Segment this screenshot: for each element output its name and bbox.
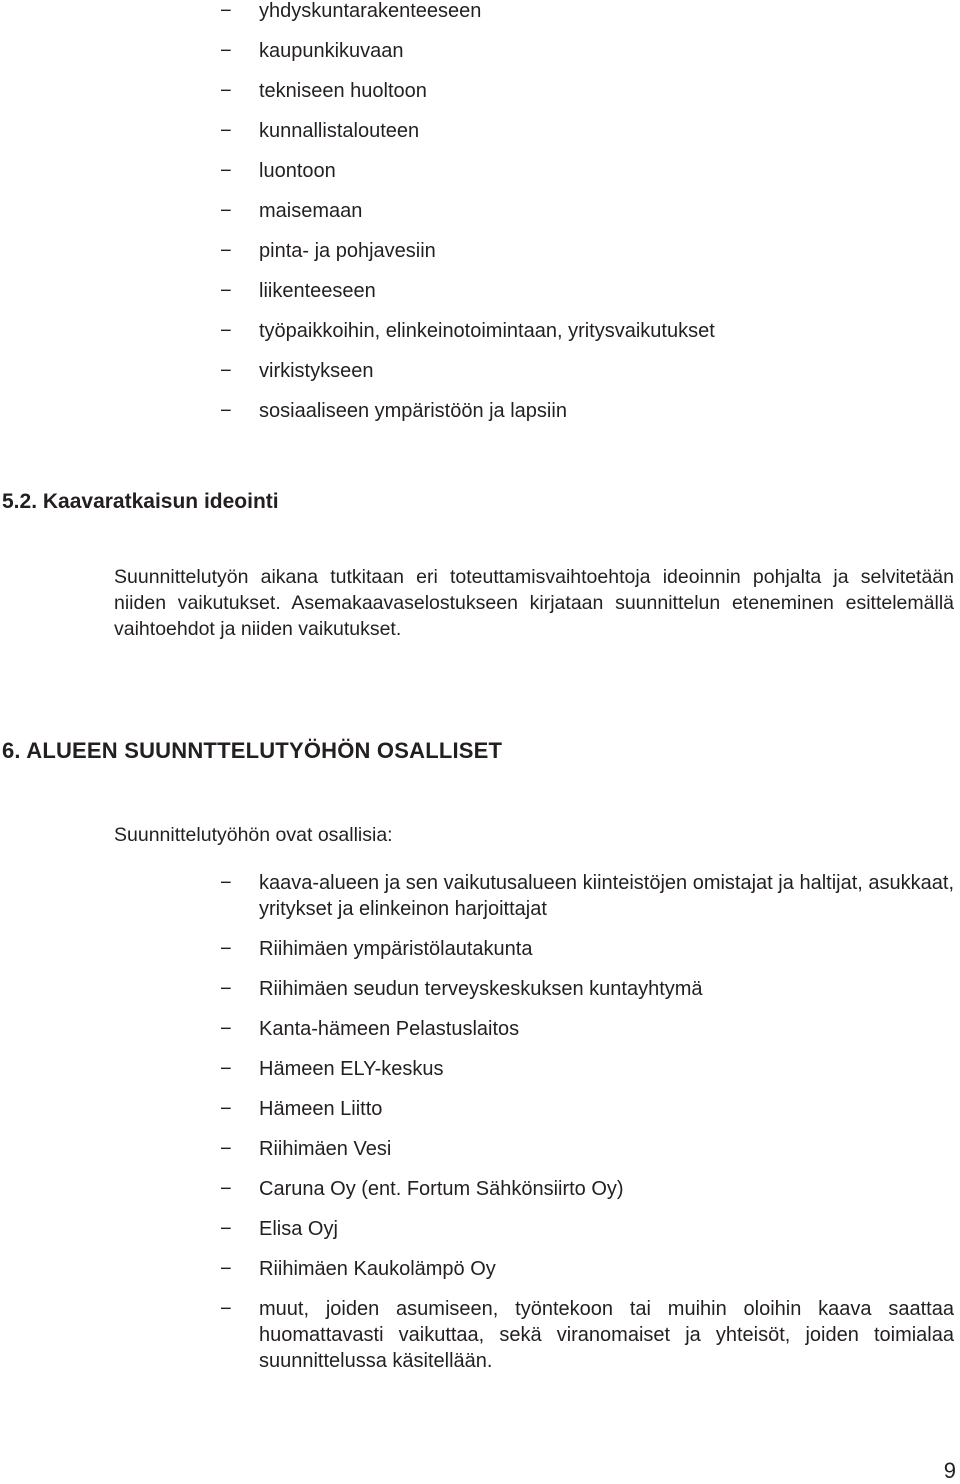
list-item [0,198,960,238]
list-item-text: muut, joiden asumiseen, työntekoon tai muihin oloihin kaava saattaa huomattavasti vaikuttaa, sekä viranomaiset ja yhteisöt, joiden toimialaa suunnittelussa käsitellään. [259,1298,954,1372]
dash-bullet: − [220,80,232,102]
dash-bullet: − [220,1298,232,1320]
dash-bullet: − [220,0,232,22]
list-item-text: liikenteeseen [259,280,376,302]
list-item-text: maisemaan [259,200,363,222]
list-item-text: sosiaaliseen ympäristöön ja lapsiin [259,400,567,422]
list-item-text: kunnallistalouteen [259,120,420,142]
dash-bullet: − [220,360,232,382]
list-item [0,38,960,78]
impact-list [0,0,960,438]
dash-bullet: − [220,978,232,1000]
list-item-text: kaava-alueen ja sen vaikutusalueen kiinteistöjen omistajat ja haltijat, asukkaat, yritykset ja elinkeinon harjoittajat [259,872,954,920]
list-item [0,1296,960,1374]
list-item [0,936,960,962]
list-item [0,976,960,1002]
list-item-text: Riihimäen Vesi [259,1138,392,1160]
list-item-text: Riihimäen seudun terveyskeskuksen kuntayhtymä [259,978,703,1000]
list-item-text: Kanta-hämeen Pelastuslaitos [259,1018,520,1040]
dash-bullet: − [220,160,232,182]
dash-bullet: − [220,1058,232,1080]
list-item [0,870,960,922]
list-item [0,1056,960,1082]
dash-bullet: − [220,120,232,142]
list-item [0,1136,960,1162]
list-item [0,1216,960,1242]
dash-bullet: − [220,1138,232,1160]
list-item [0,1176,960,1202]
list-item [0,118,960,158]
list-item-text: kaupunkikuvaan [259,40,404,62]
dash-bullet: − [220,1218,232,1240]
dash-bullet: − [220,200,232,222]
list-item [0,238,960,278]
section-paragraph-5-2: Suunnittelutyön aikana tutkitaan eri toteuttamisvaihtoehtoja ideoinnin pohjalta ja selvitetään niiden vaikutukset. Asemakaavaselostukseen kirjataan suunnittelun eteneminen esittelemällä vaihtoehdot ja niiden vaikutukset. [114,566,954,640]
section-heading-6: 6. ALUEEN SUUNNTTELUTYÖHÖN OSALLISET [2,738,503,763]
dash-bullet: − [220,40,232,62]
list-item-text: Riihimäen Kaukolämpö Oy [259,1258,496,1280]
list-item-text: yhdyskuntarakenteeseen [259,0,482,22]
dash-bullet: − [220,1258,232,1280]
participants-list [0,870,960,1388]
dash-bullet: − [220,938,232,960]
list-item-text: Hämeen ELY-keskus [259,1058,444,1080]
list-item [0,1016,960,1042]
list-item [0,0,960,38]
list-item [0,1256,960,1282]
list-item-text: luontoon [259,160,336,182]
dash-bullet: − [220,320,232,342]
list-item-text: työpaikkoihin, elinkeinotoimintaan, yritysvaikutukset [259,320,715,342]
dash-bullet: − [220,1098,232,1120]
list-item-text: Caruna Oy (ent. Fortum Sähkönsiirto Oy) [259,1178,624,1200]
dash-bullet: − [220,240,232,262]
list-item [0,358,960,398]
list-item-text: Riihimäen ympäristölautakunta [259,938,533,960]
list-item-text: virkistykseen [259,360,374,382]
dash-bullet: − [220,280,232,302]
section-heading-5-2: 5.2. Kaavaratkaisun ideointi [2,490,279,513]
list-item-text: pinta- ja pohjavesiin [259,240,436,262]
dash-bullet: − [220,872,232,894]
participants-intro: Suunnittelutyöhön ovat osallisia: [114,824,393,846]
list-item-text: Hämeen Liitto [259,1098,383,1120]
list-item-text: Elisa Oyj [259,1218,338,1240]
list-item [0,78,960,118]
list-item [0,398,960,438]
list-item [0,1096,960,1122]
dash-bullet: − [220,1178,232,1200]
dash-bullet: − [220,400,232,422]
list-item-text: tekniseen huoltoon [259,80,427,102]
list-item [0,278,960,318]
page-number: 9 [943,1458,956,1483]
list-item [0,158,960,198]
dash-bullet: − [220,1018,232,1040]
list-item [0,318,960,358]
